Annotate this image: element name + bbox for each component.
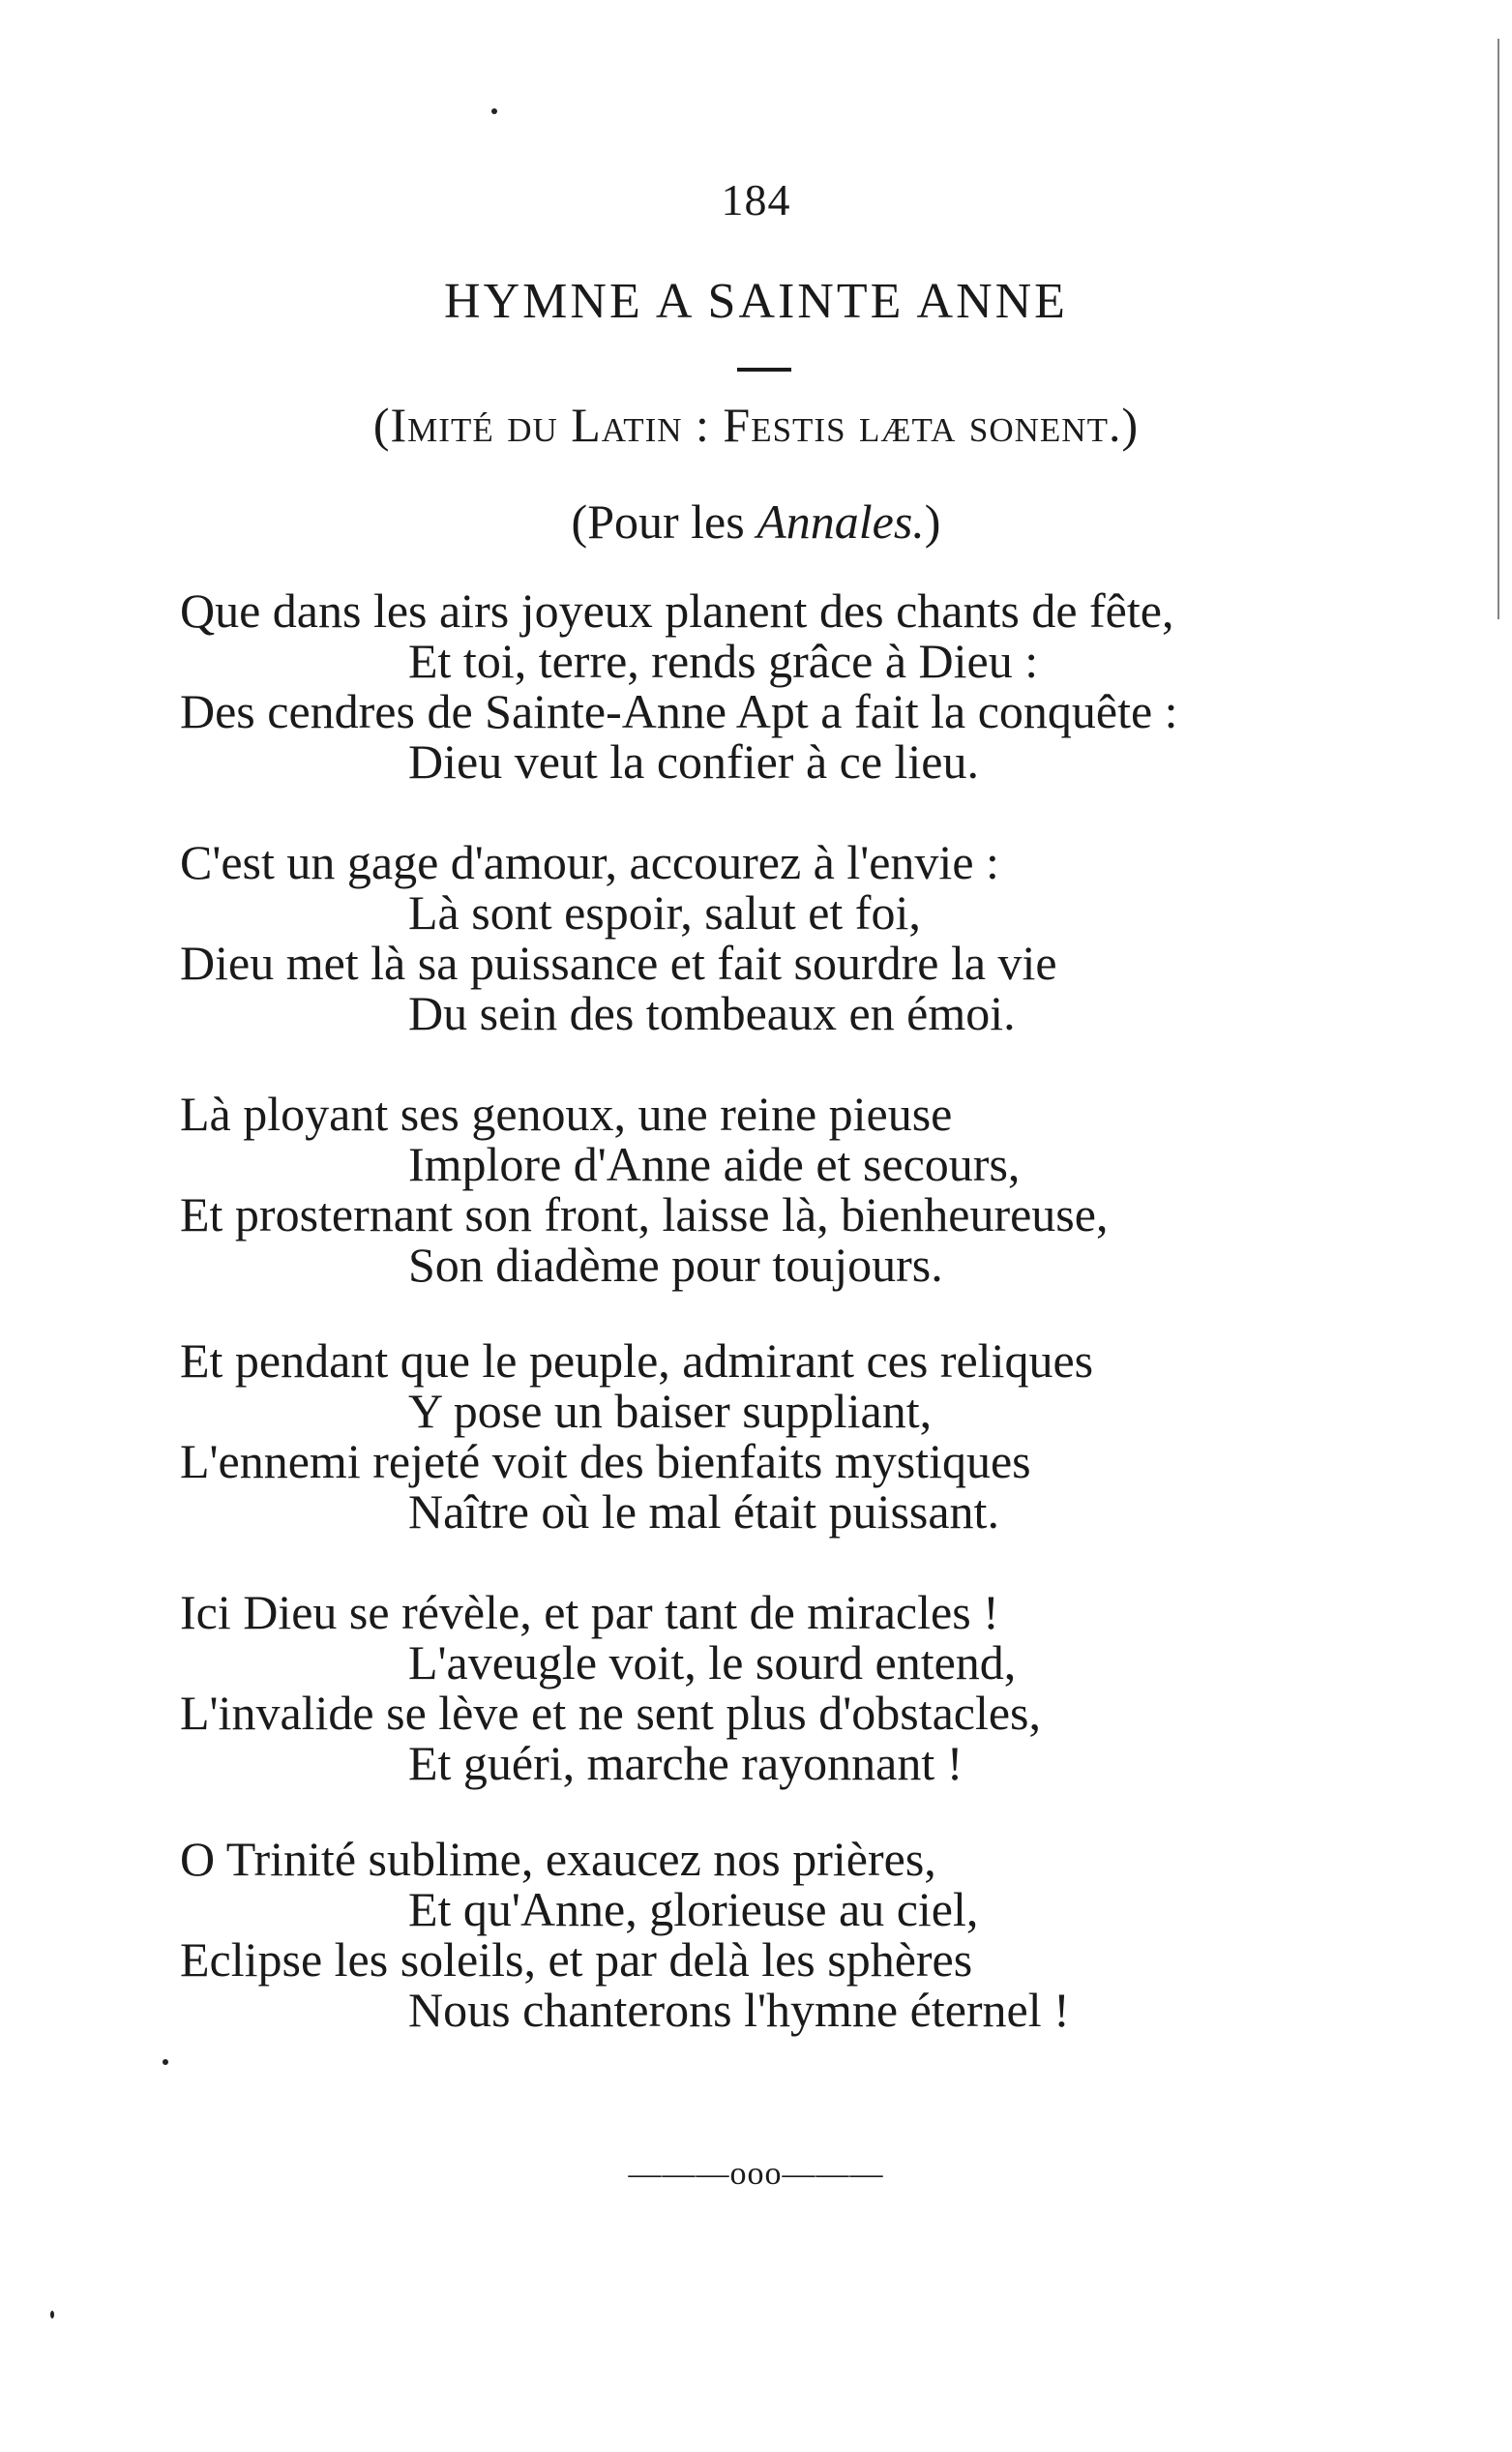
verse-line: Des cendres de Sainte-Anne Apt a fait la conquête : bbox=[180, 684, 1178, 738]
verse-line: Que dans les airs joyeux planent des chants de fête, bbox=[180, 583, 1174, 638]
verse-line: Naître où le mal était puissant. bbox=[408, 1484, 999, 1539]
verse-line: Eclipse les soleils, et par delà les sphères bbox=[180, 1932, 973, 1987]
verse-line: Ici Dieu se révèle, et par tant de miracles ! bbox=[180, 1585, 999, 1639]
verse-line: C'est un gage d'amour, accourez à l'envie : bbox=[180, 835, 999, 889]
source-note-prefix: (Pour les bbox=[571, 494, 757, 549]
poem-title: HYMNE A SAINTE ANNE bbox=[444, 274, 1068, 329]
verse-line: Et guéri, marche rayonnant ! bbox=[408, 1736, 964, 1790]
verse-line: Là ployant ses genoux, une reine pieuse bbox=[180, 1087, 953, 1141]
verse-line: Dieu veut la confier à ce lieu. bbox=[408, 734, 979, 789]
verse-line: L'invalide se lève et ne sent plus d'obstacles, bbox=[180, 1686, 1041, 1740]
verse-line: Et pendant que le peuple, admirant ces reliques bbox=[180, 1333, 1094, 1388]
source-note bbox=[0, 493, 1512, 550]
ink-speck bbox=[163, 2059, 168, 2065]
verse-line: Du sein des tombeaux en émoi. bbox=[408, 986, 1016, 1040]
verse-line: Dieu met là sa puissance et fait sourdre la vie bbox=[180, 936, 1057, 990]
source-note-suffix: ) bbox=[924, 494, 941, 549]
verse-line: Et toi, terre, rends grâce à Dieu : bbox=[408, 634, 1039, 688]
verse-line: Et qu'Anne, glorieuse au ciel, bbox=[408, 1882, 979, 1936]
end-ornament: ———ooo——— bbox=[628, 2156, 884, 2192]
title-divider bbox=[737, 368, 791, 372]
stanza-5 bbox=[180, 1587, 1418, 1788]
verse-line: Son diadème pour toujours. bbox=[408, 1238, 943, 1292]
verse-line: Implore d'Anne aide et secours, bbox=[408, 1137, 1021, 1191]
verse-line: O Trinité sublime, exaucez nos prières, bbox=[180, 1832, 936, 1886]
poem-subtitle: (Imité du Latin : Festis læta sonent.) bbox=[372, 398, 1140, 452]
stanza-3 bbox=[180, 1089, 1418, 1290]
ink-speck bbox=[50, 2311, 54, 2318]
verse-line: Et prosternant son front, laisse là, bienheureuse, bbox=[180, 1187, 1109, 1241]
verse-line: L'ennemi rejeté voit des bienfaits mystiques bbox=[180, 1434, 1031, 1488]
verse-line: Y pose un baiser suppliant, bbox=[408, 1384, 933, 1438]
page-number: 184 bbox=[721, 175, 791, 224]
verse-line: L'aveugle voit, le sourd entend, bbox=[408, 1635, 1017, 1689]
stanza-4 bbox=[180, 1335, 1418, 1537]
stanza-2 bbox=[180, 837, 1418, 1038]
verse-line: Nous chanterons l'hymne éternel ! bbox=[408, 1983, 1070, 2037]
stanza-6 bbox=[180, 1834, 1418, 2035]
stanza-1 bbox=[180, 585, 1418, 787]
ink-speck bbox=[491, 108, 497, 114]
verse-line: Là sont espoir, salut et foi, bbox=[408, 885, 921, 940]
source-note-italic: Annales. bbox=[756, 494, 925, 549]
